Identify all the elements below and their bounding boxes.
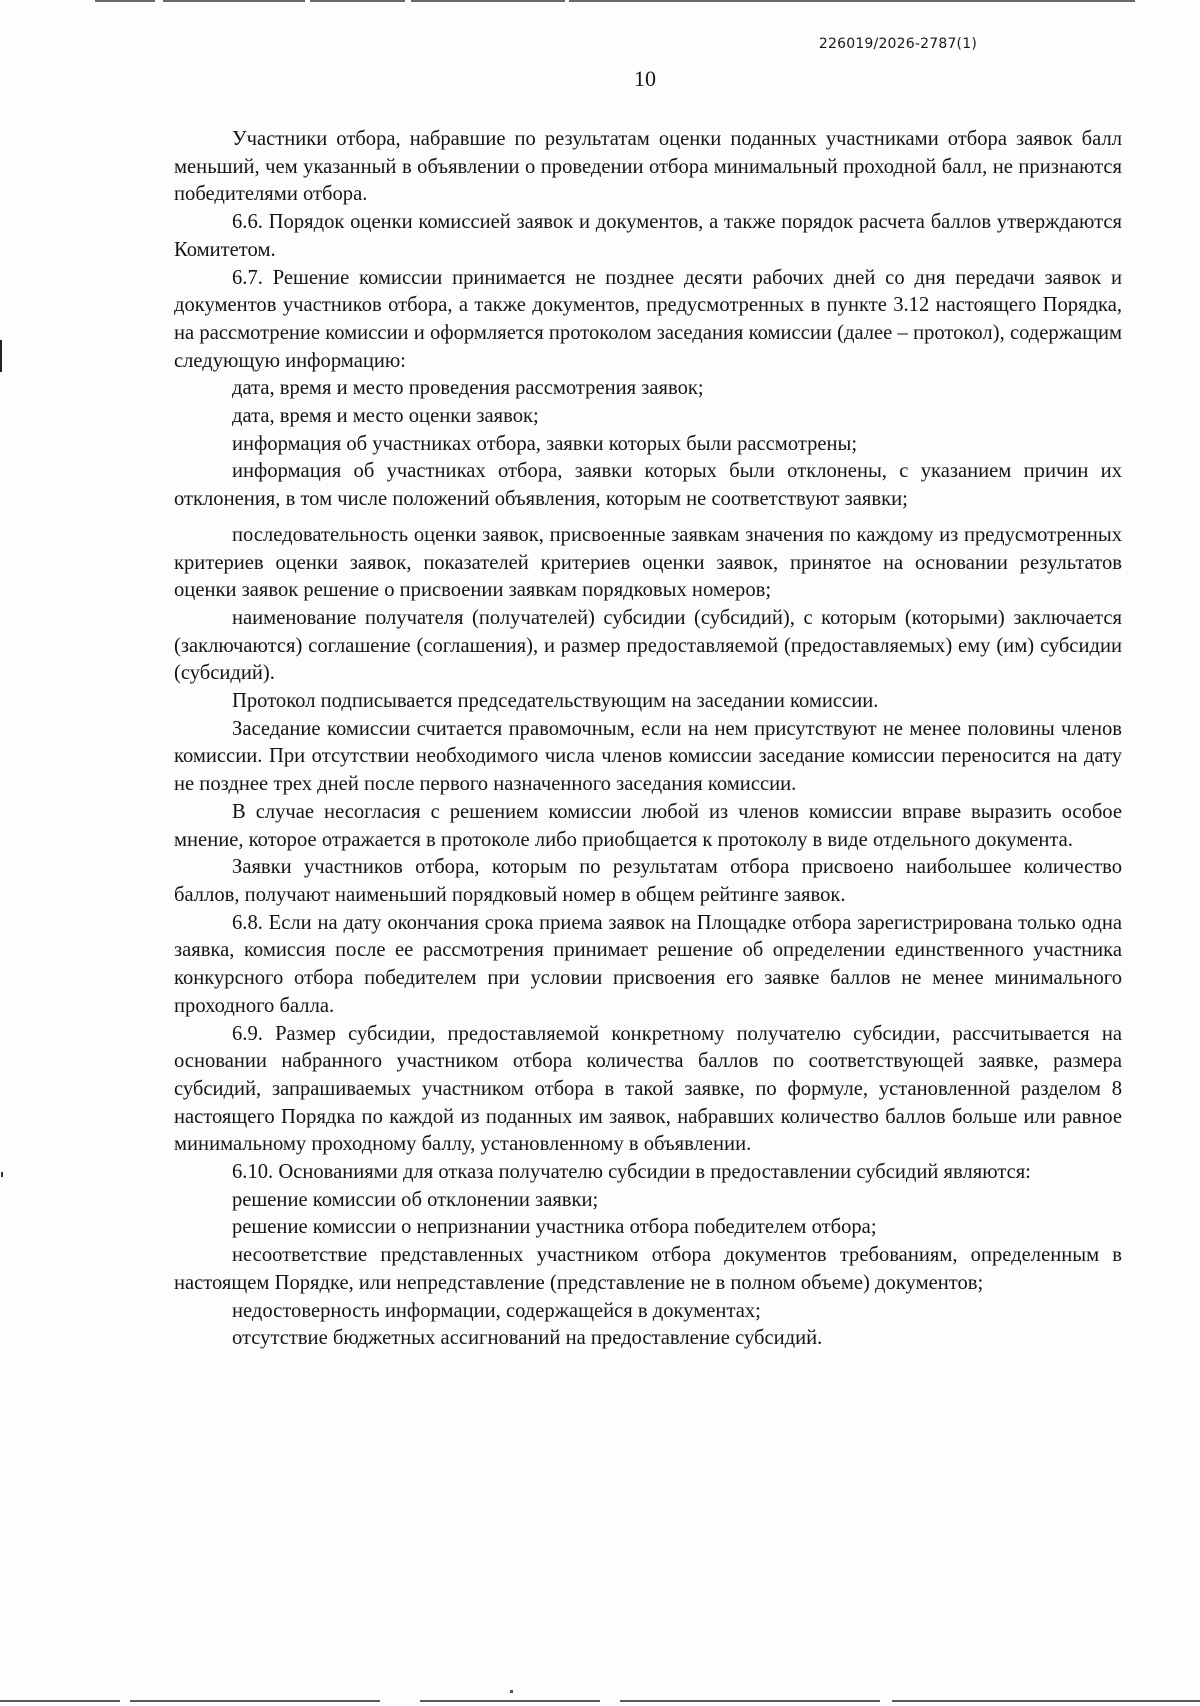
paragraph: 6.7. Решение комиссии принимается не позднее десяти рабочих дней со дня передачи заявок и документов участников отбора, а также документов, предусмотренных в пункте 3.12 настоящего Порядка, на рассмотрение комиссии и оформляется протоколом заседания комиссии (далее – протокол), содержащим следующую информацию: — [174, 266, 1122, 372]
list-item: решение комиссии об отклонении заявки; — [232, 1188, 599, 1211]
scan-speck — [510, 1690, 513, 1693]
paragraph: 6.10. Основаниями для отказа получателю субсидии в предоставлении субсидий являются: — [232, 1161, 1031, 1184]
list-item: наименование получателя (получателей) субсидии (субсидий), с которым (которыми) заключается (заключаются) соглашение (соглашения), и размер предоставляемой (предоставляемых) ему (им) субсидии (субсидий). — [174, 606, 1122, 685]
list-item: дата, время и место проведения рассмотрения заявок; — [232, 377, 704, 400]
paragraph: Заявки участников отбора, которым по результатам отбора присвоено наибольшее количество баллов, получают наименьший порядковый номер в общем рейтинге заявок. — [174, 856, 1122, 906]
paragraph: В случае несогласия с решением комиссии любой из членов комиссии вправе выразить особое мнение, которое отражается в протоколе либо приобщается к протоколу в виде отдельного документа. — [174, 800, 1122, 851]
list-item: недостоверность информации, содержащейся в документах; — [232, 1299, 761, 1322]
paragraph: 6.8. Если на дату окончания срока приема заявок на Площадке отбора зарегистрирована только одна заявка, комиссия после ее рассмотрения принимает решение об определении единственного участника конкурсного отбора победителем при условии присвоения его заявке баллов не менее минимального проходного балла. — [174, 911, 1122, 1017]
scan-edge-bottom — [0, 1700, 1200, 1702]
paragraph: 6.9. Размер субсидии, предоставляемой конкретному получателю субсидии, рассчитывается на основании набранного участником отбора количества баллов по соответствующей заявке, размера субсидий, запрашиваемых участником отбора в такой заявке, по формуле, установленной разделом 8 настоящего Порядка по каждой из поданных им заявок, набравших количество баллов больше или равное минимальному проходному баллу, установленному в объявлении. — [174, 1022, 1122, 1156]
paragraph: 6.6. Порядок оценки комиссией заявок и документов, а также порядок расчета баллов утверждаются Комитетом. — [174, 211, 1122, 261]
scan-edge-top — [95, 0, 1135, 2]
scan-margin-dot — [1, 1172, 3, 1177]
paragraph: Заседание комиссии считается правомочным, если на нем присутствуют не менее половины членов комиссии. При отсутствии необходимого числа членов комиссии заседание комиссии переносится на дату не позднее трех дней после первого назначенного заседания комиссии. — [174, 717, 1122, 796]
document-registration-number: 226019/2026-2787(1) — [818, 36, 977, 52]
document-body — [174, 126, 1122, 1353]
list-item: дата, время и место оценки заявок; — [232, 405, 539, 428]
scan-margin-mark — [0, 340, 2, 372]
list-item: несоответствие представленных участником отбора документов требованиям, определенным в настоящем Порядке, или непредставление (представление не в полном объеме) документов; — [174, 1244, 1122, 1294]
list-item: информация об участниках отбора, заявки которых были рассмотрены; — [232, 432, 858, 455]
list-item: решение комиссии о непризнании участника отбора победителем отбора; — [232, 1216, 877, 1239]
list-item: информация об участниках отбора, заявки которых были отклонены, с указанием причин их отклонения, в том числе положений объявления, которым не соответствуют заявки; — [174, 460, 1122, 511]
paragraph: Протокол подписывается председательствующим на заседании комиссии. — [232, 690, 879, 713]
list-item: последовательность оценки заявок, присвоенные заявкам значения по каждому из предусмотренных критериев оценки заявок, показателей критериев оценки заявок, принятое на основании результатов оценки заявок решение о присвоении заявкам порядковых номеров; — [174, 523, 1122, 602]
paragraph: Участники отбора, набравшие по результатам оценки поданных участниками отбора заявок балл меньший, чем указанный в объявлении о проведении отбора минимальный проходной балл, не признаются победителями отбора. — [174, 128, 1122, 206]
page-number: 10 — [634, 66, 656, 91]
list-item: отсутствие бюджетных ассигнований на предоставление субсидий. — [232, 1327, 823, 1350]
